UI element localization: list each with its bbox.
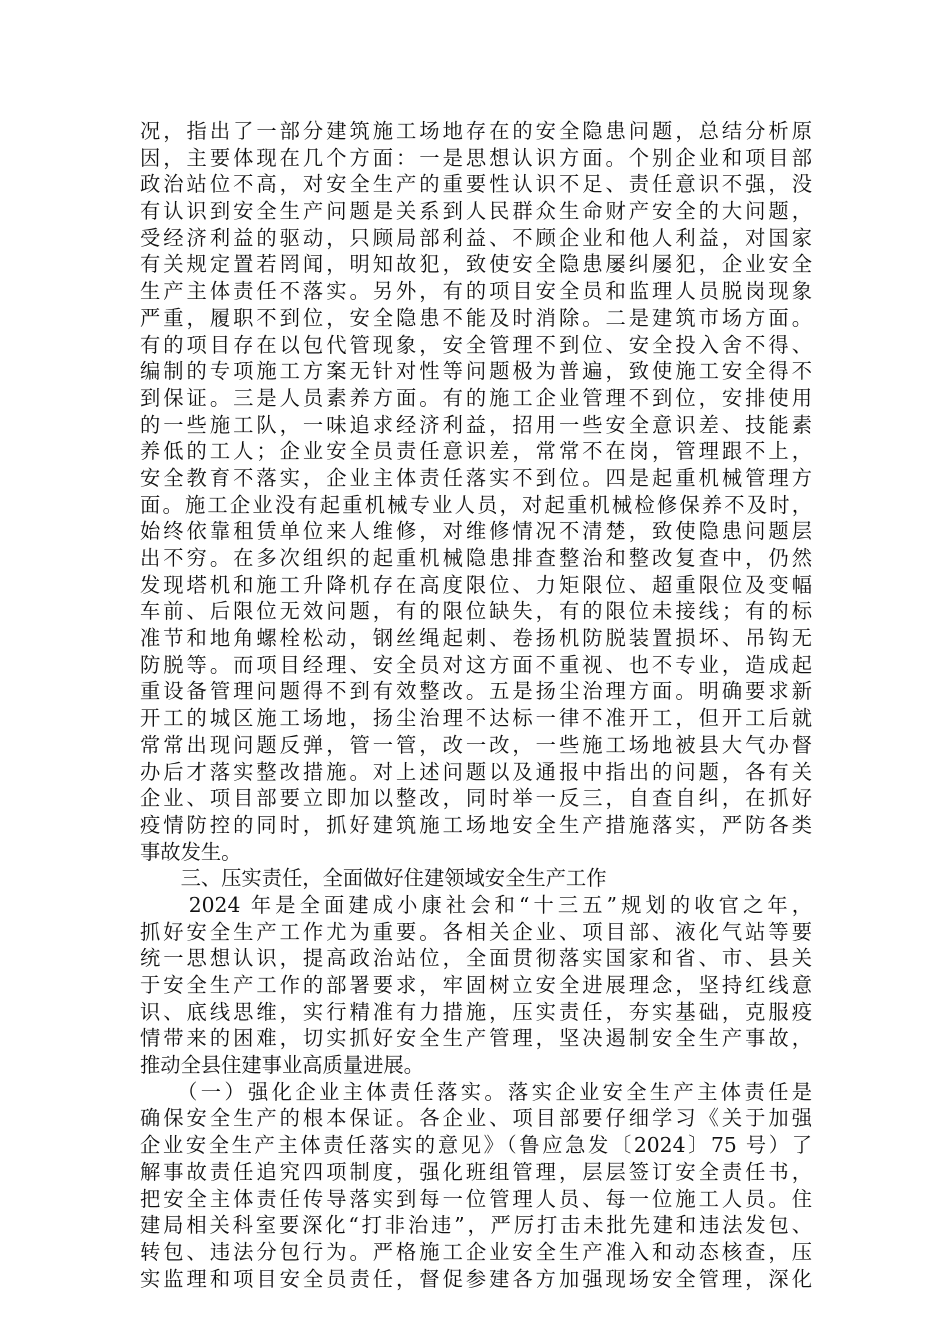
text-line: 受经济利益的驱动，只顾局部利益、不顾企业和他人利益，对国家 bbox=[140, 225, 812, 250]
text-line: 情带来的困难，切实抓好安全生产管理，坚决遏制安全生产事故， bbox=[140, 1026, 812, 1051]
text-line: 养低的工人；企业安全员责任意识差，常常不在岗，管理跟不上， bbox=[140, 439, 812, 464]
text-line: 于安全生产工作的部署要求，牢固树立安全进展理念，坚持红线意 bbox=[140, 973, 812, 997]
text-line: 始终依靠租赁单位来人维修，对维修情况不清楚，致使隐患问题层 bbox=[140, 519, 812, 544]
text-line: 事故发生。 bbox=[140, 839, 242, 864]
text-line: 办后才落实整改措施。对上述问题以及通报中指出的问题，各有关 bbox=[140, 759, 812, 784]
text-line: 出不穷。在多次组织的起重机械隐患排查整治和整改复查中，仍然 bbox=[140, 546, 812, 570]
text-line: 识、底线思维，实行精准有力措施，压实责任，夯实基础，克服疫 bbox=[140, 999, 812, 1024]
text-line: 到保证。三是人员素养方面。有的施工企业管理不到位，安排使用 bbox=[140, 385, 812, 410]
text-line: 企业、项目部要立即加以整改，同时举一反三，自查自纠，在抓好 bbox=[140, 786, 812, 811]
text-line: 推动全县住建事业高质量进展。 bbox=[140, 1053, 424, 1078]
text-line: 编制的专项施工方案无针对性等问题极为普遍，致使施工安全得不 bbox=[140, 359, 812, 384]
text-line: 开工的城区施工场地，扬尘治理不达标一律不准开工，但开工后就 bbox=[140, 706, 812, 731]
text-line: 企业安全生产主体责任落实的意见》（鲁应急发〔2024〕75 号）了 bbox=[140, 1133, 812, 1158]
text-line: 严重，履职不到位，安全隐患不能及时消除。二是建筑市场方面。 bbox=[140, 305, 812, 330]
text-line: 防脱等。而项目经理、安全员对这方面不重视、也不专业，造成起 bbox=[140, 652, 812, 677]
text-line: 确保安全生产的根本保证。各企业、项目部要仔细学习《关于加强 bbox=[140, 1106, 812, 1131]
text-line: 重设备管理问题得不到有效整改。五是扬尘治理方面。明确要求新 bbox=[140, 679, 812, 704]
text-line: 政治站位不高，对安全生产的重要性认识不足、责任意识不强，没 bbox=[140, 172, 812, 197]
text-line: 2024 年是全面建成小康社会和“十三五”规划的收官之年， bbox=[140, 892, 812, 917]
text-line: 统一思想认识，提高政治站位，全面贯彻落实国家和省、市、县关 bbox=[140, 946, 812, 971]
text-line: 面。施工企业没有起重机械专业人员，对起重机械检修保养不及时， bbox=[140, 492, 812, 517]
text-line: 有认识到安全生产问题是关系到人民群众生命财产安全的大问题， bbox=[140, 199, 812, 224]
text-line: 三、压实责任，全面做好住建领域安全生产工作 bbox=[140, 866, 607, 891]
text-line: 常常出现问题反弹，管一管，改一改，一些施工场地被县大气办督 bbox=[140, 732, 812, 757]
text-line: 实监理和项目安全员责任，督促参建各方加强现场安全管理，深化 bbox=[140, 1266, 812, 1291]
text-line: 车前、后限位无效问题，有的限位缺失，有的限位未接线；有的标 bbox=[140, 599, 812, 624]
text-line: 解事故责任追究四项制度，强化班组管理，层层签订安全责任书， bbox=[140, 1159, 812, 1184]
text-line: 况，指出了一部分建筑施工场地存在的安全隐患问题，总结分析原 bbox=[140, 119, 812, 143]
text-line: 转包、违法分包行为。严格施工企业安全生产准入和动态核查，压 bbox=[140, 1239, 812, 1264]
text-line: 生产主体责任不落实。另外，有的项目安全员和监理人员脱岗现象 bbox=[140, 279, 812, 304]
text-line: 有的项目存在以包代管现象，安全管理不到位、安全投入舍不得、 bbox=[140, 332, 812, 357]
text-line: 因，主要体现在几个方面：一是思想认识方面。个别企业和项目部 bbox=[140, 145, 812, 170]
text-line: 准节和地角螺栓松动，钢丝绳起刺、卷扬机防脱装置损坏、吊钩无 bbox=[140, 626, 812, 651]
text-line: 抓好安全生产工作尤为重要。各相关企业、项目部、液化气站等要 bbox=[140, 919, 812, 944]
text-line: 有关规定置若罔闻，明知故犯，致使安全隐患屡纠屡犯，企业安全 bbox=[140, 252, 812, 277]
text-line: 建局相关科室要深化“打非治违”，严厉打击未批先建和违法发包、 bbox=[140, 1213, 812, 1238]
text-line: 疫情防控的同时，抓好建筑施工场地安全生产措施落实，严防各类 bbox=[140, 812, 812, 837]
text-line: 的一些施工队，一味追求经济利益，招用一些安全意识差、技能素 bbox=[140, 412, 812, 437]
body-text bbox=[140, 118, 812, 1292]
text-line: 把安全主体责任传导落实到每一位管理人员、每一位施工人员。住 bbox=[140, 1186, 812, 1211]
text-line: 发现塔机和施工升降机存在高度限位、力矩限位、超重限位及变幅 bbox=[140, 572, 812, 597]
text-line: 安全教育不落实，企业主体责任落实不到位。四是起重机械管理方 bbox=[140, 465, 812, 490]
text-line: （一）强化企业主体责任落实。落实企业安全生产主体责任是 bbox=[140, 1079, 812, 1104]
